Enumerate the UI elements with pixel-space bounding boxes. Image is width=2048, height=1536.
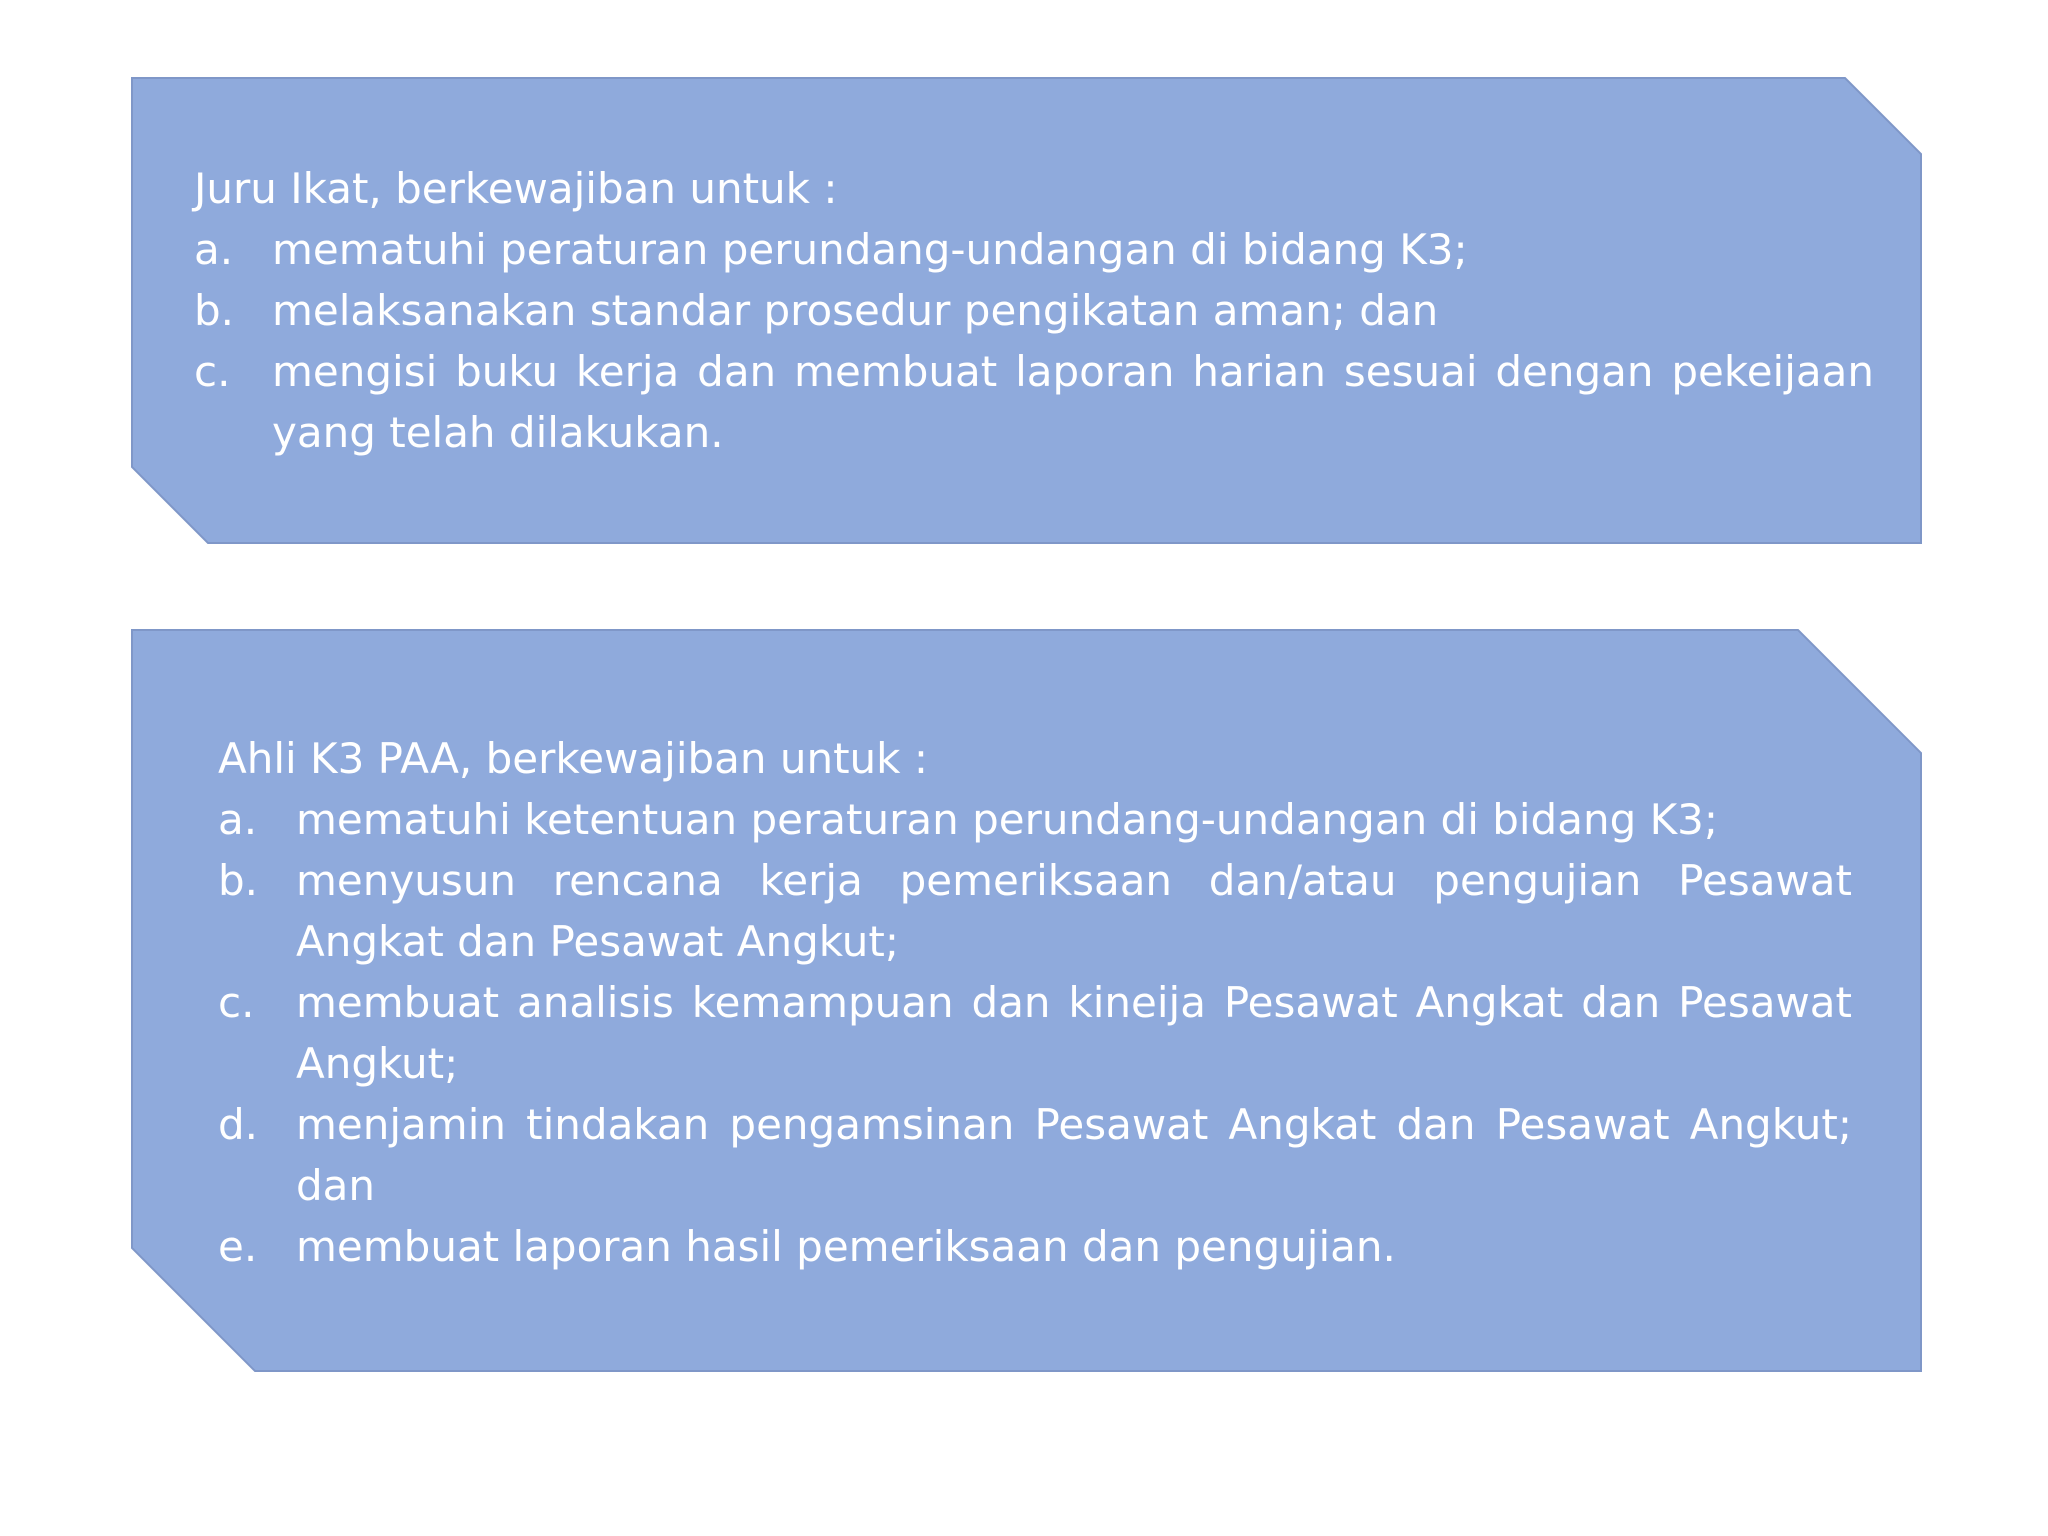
list-item-text: mengisi buku kerja dan membuat laporan harian sesuai dengan pekeijaan yang telah dilakukan.	[272, 347, 1874, 457]
juru-ikat-panel	[132, 78, 1921, 543]
ahli-k3-paa-panel	[132, 630, 1921, 1371]
list-item	[218, 789, 1852, 850]
list-item	[194, 219, 1874, 280]
panel-content	[194, 158, 1874, 463]
panel-heading: Juru Ikat, berkewajiban untuk :	[194, 164, 838, 213]
list-item	[194, 280, 1874, 341]
list-marker: e.	[218, 1222, 258, 1271]
list-item	[218, 972, 1852, 1094]
duty-list	[218, 789, 1852, 1277]
list-item	[194, 341, 1874, 463]
list-item-text: mematuhi ketentuan peraturan perundang-undangan di bidang K3;	[296, 795, 1718, 844]
list-marker: b.	[218, 856, 259, 905]
list-marker: c.	[218, 978, 255, 1027]
list-marker: b.	[194, 286, 235, 335]
panel-content	[218, 728, 1852, 1277]
list-item	[218, 1094, 1852, 1216]
list-item-text: membuat analisis kemampuan dan kineija Pesawat Angkat dan Pesawat Angkut;	[296, 978, 1852, 1088]
panel-heading: Ahli K3 PAA, berkewajiban untuk :	[218, 734, 929, 783]
list-item-text: melaksanakan standar prosedur pengikatan aman; dan	[272, 286, 1439, 335]
list-marker: a.	[194, 225, 234, 274]
list-marker: a.	[218, 795, 258, 844]
list-marker: d.	[218, 1100, 259, 1149]
list-item	[218, 1216, 1852, 1277]
list-item-text: menjamin tindakan pengamsinan Pesawat Angkat dan Pesawat Angkut; dan	[296, 1100, 1852, 1210]
list-item-text: mematuhi peraturan perundang-undangan di bidang K3;	[272, 225, 1468, 274]
list-item-text: menyusun rencana kerja pemeriksaan dan/atau pengujian Pesawat Angkat dan Pesawat Angkut;	[296, 856, 1852, 966]
list-item	[218, 850, 1852, 972]
list-item-text: membuat laporan hasil pemeriksaan dan pengujian.	[296, 1222, 1396, 1271]
list-marker: c.	[194, 347, 231, 396]
duty-list	[194, 219, 1874, 463]
